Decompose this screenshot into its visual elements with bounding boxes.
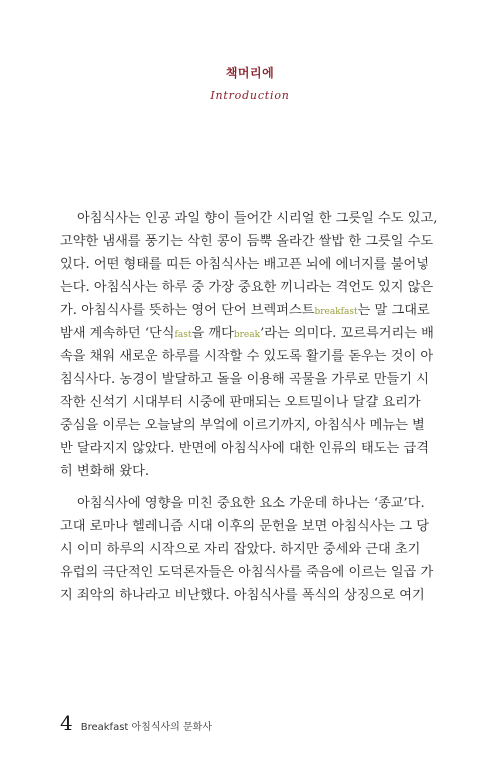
text-line: 있다. 어떤 형태를 띠든 아침식사는 배고픈 뇌에 에너지를 불어넣 <box>60 257 429 272</box>
english-gloss: break <box>233 330 261 340</box>
page-footer <box>60 711 212 735</box>
paragraph-2 <box>60 492 440 607</box>
text-line: 는다. 아침식사는 하루 중 가장 중요한 끼니라는 격언도 있지 않은 <box>60 280 434 295</box>
chapter-header <box>0 64 500 102</box>
text-line: 시 이미 하루의 시작으로 자리 잡았다. 하지만 중세와 근대 초기 <box>60 542 421 557</box>
text-segment: 는 말 그대로 <box>357 303 430 318</box>
text-segment: 을 깨다 <box>191 326 234 341</box>
text-line: 반 달라지지 않았다. 반면에 아침식사에 대한 인류의 태도는 급격 <box>60 441 429 456</box>
text-segment: ’라는 의미다. 꼬르륵거리는 배 <box>260 326 434 341</box>
text-line: 유럽의 극단적인 도덕론자들은 아침식사를 죽음에 이르는 일곱 가 <box>60 565 434 580</box>
text-segment: 가. 아침식사를 뜻하는 영어 단어 브렉퍼스트 <box>60 303 315 318</box>
english-gloss: breakfast <box>314 307 358 317</box>
text-line: 작한 신석기 시대부터 시중에 판매되는 오트밀이나 달걀 요리가 <box>60 395 421 410</box>
chapter-subtitle: Introduction <box>210 89 290 102</box>
text-segment: 밤새 계속하던 ‘단식 <box>60 326 175 341</box>
text-line: 중심을 이루는 오늘날의 부엌에 이르기까지, 아침식사 메뉴는 별 <box>60 418 425 433</box>
chapter-title: 책머리에 <box>225 66 275 80</box>
text-line: 속을 채워 새로운 하루를 시작할 수 있도록 활기를 돋우는 것이 아 <box>60 349 434 364</box>
english-gloss: fast <box>174 330 192 340</box>
text-line: 아침식사는 인공 과일 향이 들어간 시리얼 한 그릇일 수도 있고, <box>77 211 438 226</box>
text-line <box>60 322 440 345</box>
text-line: 고대 로마나 헬레니즘 시대 이후의 문헌을 보면 아침식사는 그 당 <box>60 519 429 534</box>
text-line: 침식사다. 농경이 발달하고 돌을 이용해 곡물을 가루로 만들기 시 <box>60 372 429 387</box>
text-line: 아침식사에 영향을 미친 중요한 요소 가운데 하나는 ‘종교’다. <box>77 496 425 511</box>
paragraph-gap <box>60 483 440 492</box>
text-line: 히 변화해 왔다. <box>60 464 150 479</box>
text-line: 고약한 냄새를 풍기는 삭힌 콩이 듬뿍 올라간 쌀밥 한 그릇일 수도 <box>60 234 434 249</box>
paragraph-1 <box>60 207 440 483</box>
text-line: 지 죄악의 하나라고 비난했다. 아침식사를 폭식의 상징으로 여기 <box>60 588 425 603</box>
text-line <box>60 299 440 322</box>
body-text <box>60 207 440 607</box>
page-number: 4 <box>60 711 73 735</box>
running-title: Breakfast 아침식사의 문화사 <box>80 722 212 733</box>
